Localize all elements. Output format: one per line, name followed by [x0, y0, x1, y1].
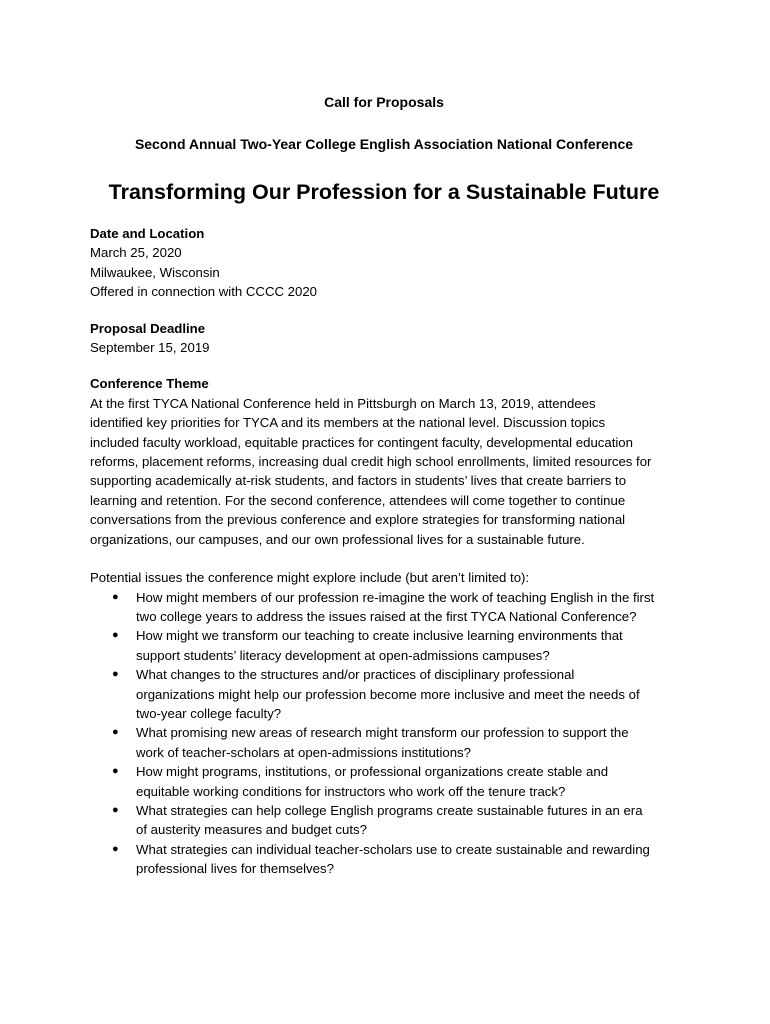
list-item: [90, 762, 690, 801]
deadline-heading: Proposal Deadline: [90, 320, 206, 336]
theme-line: conversations from the previous conference and explore strategies for transforming national: [90, 512, 626, 528]
bullet-icon: ●: [112, 668, 119, 681]
list-item-line: How might members of our profession re-imagine the work of teaching English in the first: [136, 589, 655, 605]
theme-line: supporting academically at-risk students, and factors in students’ lives that create barriers to: [90, 473, 627, 489]
theme-line: included faculty workload, equitable practices for contingent faculty, developmental education: [90, 434, 633, 450]
conference-date: March 25, 2020: [90, 245, 182, 261]
list-item-line: work of teacher-scholars at open-admissions institutions?: [136, 744, 471, 760]
list-item: [90, 723, 690, 762]
bullet-icon: ●: [112, 726, 119, 739]
conference-note: Offered in connection with CCCC 2020: [90, 284, 317, 300]
conference-subtitle: Second Annual Two-Year College English Association National Conference: [134, 136, 634, 152]
theme-line: At the first TYCA National Conference held in Pittsburgh on March 13, 2019, attendees: [90, 395, 596, 411]
theme-line: learning and retention. For the second conference, attendees will come together to continue: [90, 492, 626, 508]
call-for-proposals-label: Call for Proposals: [324, 94, 444, 110]
list-item-line: two college years to address the issues raised at the first TYCA National Conference?: [136, 608, 637, 624]
deadline-date: September 15, 2019: [90, 340, 210, 356]
theme-section: [90, 374, 690, 549]
theme-paragraph: [90, 394, 690, 549]
theme-line: reforms, placement reforms, increasing dual credit high school enrollments, limited resources for: [90, 454, 652, 470]
date-location-section: [90, 224, 690, 302]
issues-intro: Potential issues the conference might explore include (but aren’t limited to):: [90, 570, 530, 586]
list-item-line: of austerity measures and budget cuts?: [136, 822, 367, 838]
list-item-line: How might we transform our teaching to create inclusive learning environments that: [136, 628, 623, 644]
bullet-icon: ●: [112, 590, 119, 603]
bullet-icon: ●: [112, 842, 119, 855]
list-item-line: What strategies can individual teacher-scholars use to create sustainable and rewarding: [136, 841, 650, 857]
list-item-line: How might programs, institutions, or professional organizations create stable and: [136, 764, 609, 780]
list-item: [90, 801, 690, 840]
bullet-icon: ●: [112, 629, 119, 642]
bullet-icon: ●: [112, 765, 119, 778]
list-item-line: two-year college faculty?: [136, 705, 282, 721]
theme-line: organizations, our campuses, and our own professional lives for a sustainable future.: [90, 531, 585, 547]
deadline-section: [90, 319, 690, 358]
list-item-line: organizations might help our profession become more inclusive and meet the needs of: [136, 686, 640, 702]
page-title: Transforming Our Profession for a Sustainable Future: [108, 180, 660, 204]
list-item-line: support students’ literacy development at open-admissions campuses?: [136, 647, 550, 663]
list-item-line: What strategies can help college English programs create sustainable futures in an era: [136, 802, 643, 818]
date-location-heading: Date and Location: [90, 226, 205, 241]
list-item: [90, 626, 690, 665]
conference-location: Milwaukee, Wisconsin: [90, 264, 220, 280]
list-item-line: What changes to the structures and/or practices of disciplinary professional: [136, 667, 575, 683]
list-item: [90, 588, 690, 627]
list-item-line: What promising new areas of research might transform our profession to support the: [136, 725, 629, 741]
theme-heading: Conference Theme: [90, 376, 209, 392]
list-item-line: equitable working conditions for instructors who work off the tenure track?: [136, 783, 566, 799]
list-item-line: professional lives for themselves?: [136, 861, 334, 877]
document-page: [90, 92, 690, 879]
list-item: [90, 840, 690, 879]
list-item: [90, 665, 690, 723]
theme-line: identified key priorities for TYCA and its members at the national level. Discussion topics: [90, 415, 606, 431]
issues-list: [90, 588, 690, 879]
bullet-icon: ●: [112, 803, 119, 816]
